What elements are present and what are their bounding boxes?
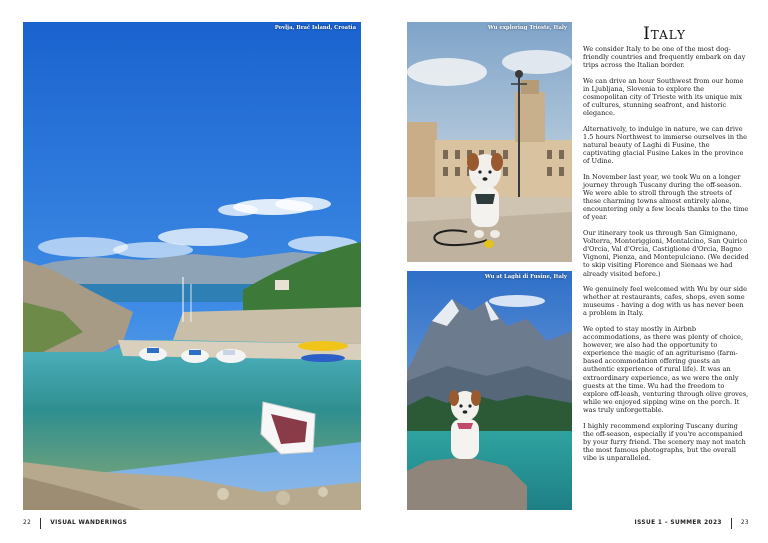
article-paragraph: We consider Italy to be one of the most dog-friendly countries and frequently embark on day trips across the Italian border. [583, 45, 746, 70]
photo-caption-trieste: Wu exploring Trieste, Italy [487, 25, 567, 31]
article-paragraph: Our itinerary took us through San Gimignano, Volterra, Monteriggioni, Montalcino, San Quirico d'Orcia, Val d'Orcia, Castiglione d'Orcia, Bagno Vignoni, Pienza, and Montepulciano. (We decided to skip visiting Florence and Sienaas we had already visited before.) [583, 228, 749, 278]
page-number-left: 22 [23, 520, 32, 526]
article-paragraph: I highly recommend exploring Tuscany during the off-season, especially if you're accompanied by your furry friend. The scenery may not match the most famous photographs, but the overall vibe is unparalleled. [583, 421, 746, 463]
footer-right [635, 517, 749, 529]
trieste-illustration [407, 22, 572, 262]
article-paragraph: Alternatively, to indulge in nature, we can drive 1.5 hours Northwest to immerse ourselves in the natural beauty of Laghi di Fusine, the captivating glacial Fusine Lakes in the province of Udine. [583, 124, 748, 166]
photo-caption-fusine: Wu at Laghi di Fusine, Italy [484, 274, 567, 280]
dog-wu-fusine [449, 390, 481, 459]
fusine-illustration [407, 271, 572, 510]
article-title: Italy [643, 24, 686, 44]
article-paragraph: In November last year, we took Wu on a longer journey through Tuscany during the off-season. We were able to stroll through the streets of these charming towns almost entirely alone, encountering only a few locals thanks to the time of year. [583, 172, 749, 222]
footer-divider [731, 518, 732, 529]
photo-trieste [407, 22, 572, 262]
issue-label: ISSUE 1 – SUMMER 2023 [634, 520, 722, 526]
footer-left [23, 517, 127, 529]
publication-name: VISUAL WANDERINGS [50, 520, 128, 526]
footer-divider [40, 518, 41, 529]
article-paragraph: We can drive an hour Southwest from our home in Ljubljana, Slovenia to explore the cosmopolitan city of Trieste with its unique mix of cultures, stunning seafront, and historic elegance. [583, 76, 744, 118]
harbor-illustration [23, 22, 361, 510]
photo-povlja-harbor [23, 22, 361, 510]
article-paragraph: We opted to stay mostly in Airbnb accommodations, as there was plenty of choice, however, we also had the opportunity to experience the magic of an agriturismo (farm-based accommodation offering guests an authentic experience of rural life). It was an extraordinary experience, as we were the only guests at the time. Wu had the freedom to explore off-leash, venturing through olive groves, while we enjoyed sipping wine on the porch. It was truly unforgettable. [583, 324, 749, 415]
photo-caption-povlja: Povlja, Brač Island, Croatia [274, 25, 356, 31]
article-paragraph: We genuinely feel welcomed with Wu by our side whether at restaurants, cafes, shops, even some museums - having a dog with us has never been a problem in Italy. [583, 284, 747, 318]
page-number-right: 23 [740, 520, 749, 526]
photo-laghi-di-fusine [407, 271, 572, 510]
article-body [583, 45, 749, 470]
